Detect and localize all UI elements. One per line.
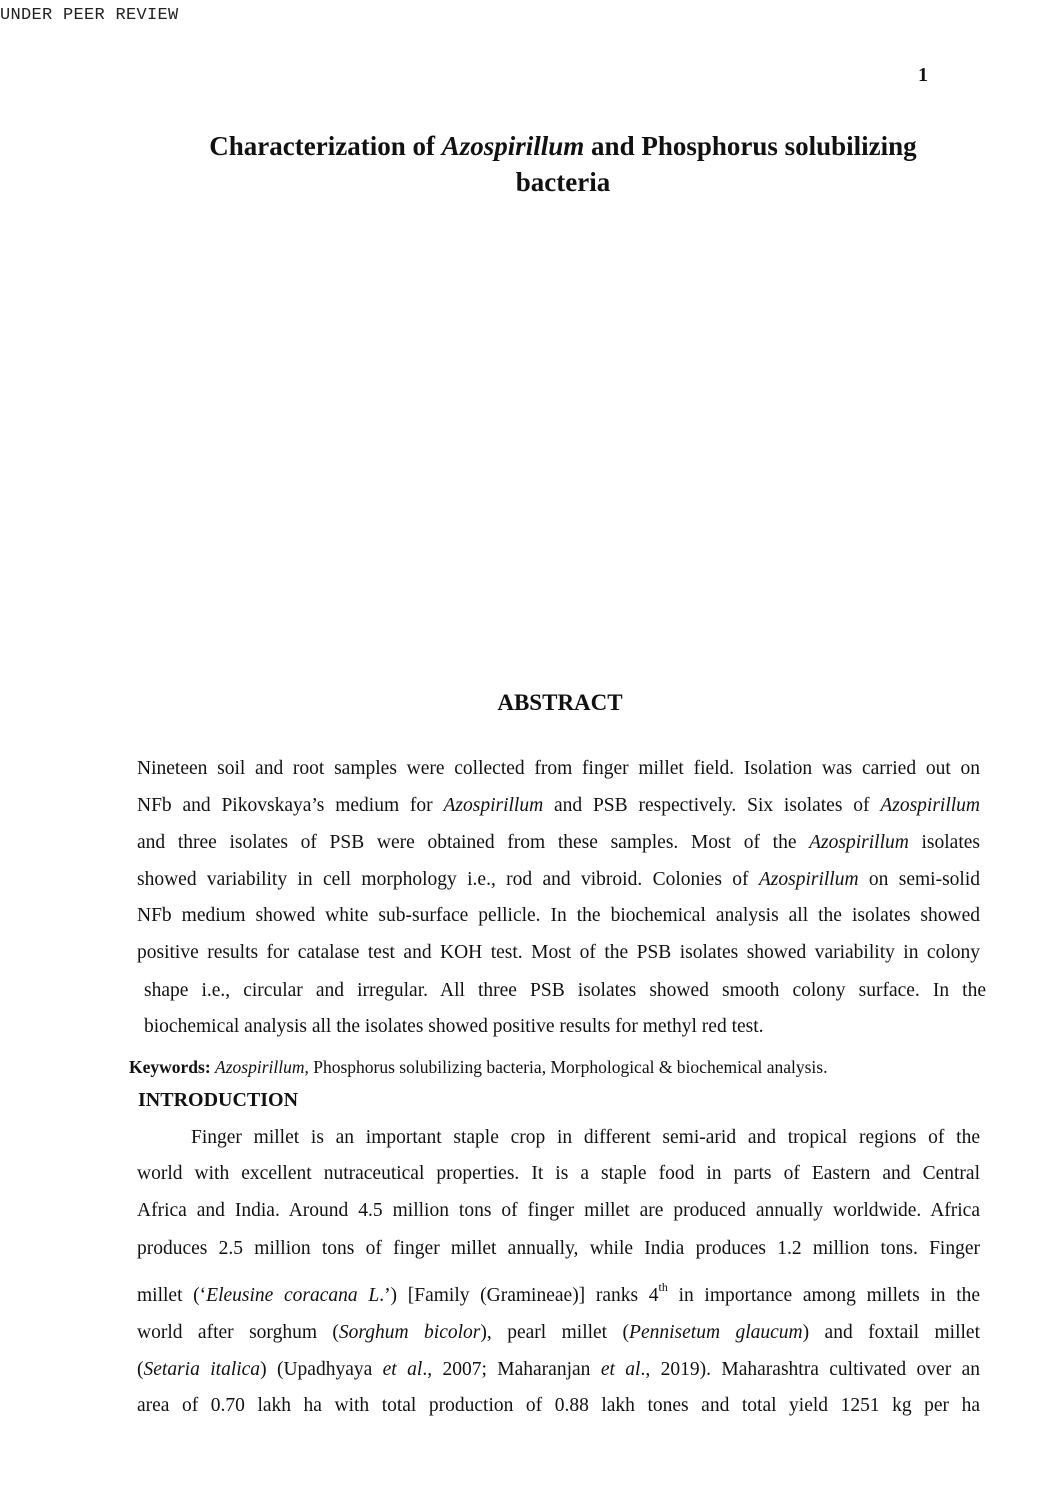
abstract-heading: ABSTRACT xyxy=(497,690,623,715)
introduction-line xyxy=(137,1162,980,1186)
text-run: biochemical analysis all the isolates showed positive results for methyl red test. xyxy=(144,1016,764,1037)
text-run: shape i.e., circular and irregular. All three PSB isolates showed smooth colony surface. In the xyxy=(144,980,986,1001)
introduction-heading: INTRODUCTION xyxy=(138,1089,299,1111)
title-line-1 xyxy=(140,128,986,164)
italic-term: Azospirillum xyxy=(443,795,544,816)
text-run: on semi-solid xyxy=(858,869,980,890)
keywords-text: , Phosphorus solubilizing bacteria, Morphological & biochemical analysis. xyxy=(304,1057,828,1077)
text-run: showed variability in cell morphology i.e., rod and vibroid. Colonies of xyxy=(137,869,759,890)
abstract-line xyxy=(137,831,980,855)
italic-term: et al xyxy=(382,1359,423,1380)
abstract-line xyxy=(137,794,980,818)
abstract-line xyxy=(144,979,986,1003)
text-run: millet (‘ xyxy=(137,1285,207,1306)
text-run: .’) [Family (Gramineae)] ranks 4 xyxy=(379,1285,659,1306)
text-run: and PSB respectively. Six isolates of xyxy=(543,795,881,816)
text-run: and three isolates of PSB were obtained from these samples. Most of the xyxy=(137,832,810,853)
superscript: th xyxy=(658,1280,668,1294)
italic-term: Setaria italica xyxy=(143,1359,261,1380)
title-text: Characterization of xyxy=(209,131,442,161)
italic-term: et al xyxy=(600,1359,641,1380)
italic-term: Azospirillum xyxy=(880,795,980,816)
keywords-line xyxy=(129,1057,827,1078)
text-run: produces 2.5 million tons of finger millet annually, while India produces 1.2 million tons. Finger xyxy=(137,1238,980,1259)
text-run: Africa and India. Around 4.5 million tons of finger millet are produced annually worldwide. Africa xyxy=(137,1200,980,1221)
text-run: isolates xyxy=(908,832,980,853)
introduction-line xyxy=(137,1394,980,1418)
introduction-line xyxy=(137,1237,980,1261)
abstract-line xyxy=(137,904,980,928)
text-run: in importance among millets in the xyxy=(667,1285,981,1306)
text-run: positive results for catalase test and KOH test. Most of the PSB isolates showed variability in colony xyxy=(137,942,980,963)
introduction-line xyxy=(137,1358,980,1382)
text-run: ( xyxy=(137,1359,144,1380)
abstract-line xyxy=(144,1015,764,1039)
text-run: area of 0.70 lakh ha with total production of 0.88 lakh tones and total yield 1251 kg per ha xyxy=(137,1395,980,1416)
abstract-line xyxy=(137,868,980,892)
text-run: NFb and Pikovskaya’s medium for xyxy=(137,795,444,816)
italic-term: Eleusine coracana L xyxy=(206,1285,380,1306)
introduction-line xyxy=(137,1199,980,1223)
text-run: world after sorghum ( xyxy=(137,1322,339,1343)
text-run: ), pearl millet ( xyxy=(480,1322,630,1343)
keywords-label: Keywords: xyxy=(129,1057,211,1077)
text-run: ., 2007; Maharanjan xyxy=(422,1359,601,1380)
text-run: NFb medium showed white sub-surface pellicle. In the biochemical analysis all the isolates showed xyxy=(137,905,980,926)
italic-term: Pennisetum glaucum xyxy=(629,1322,803,1343)
abstract-line xyxy=(137,757,980,781)
italic-term: Azospirillum xyxy=(809,832,909,853)
introduction-line xyxy=(137,1280,981,1308)
page-number: 1 xyxy=(918,64,928,86)
text-run: ., 2019). Maharashtra cultivated over an xyxy=(640,1359,980,1380)
watermark-text: UNDER PEER REVIEW xyxy=(0,6,179,25)
title-genus: Azospirillum xyxy=(441,131,585,161)
abstract-line xyxy=(137,941,980,965)
text-run: ) (Upadhyaya xyxy=(260,1359,383,1380)
introduction-line xyxy=(137,1321,980,1345)
title-line-2: bacteria xyxy=(515,167,611,197)
introduction-line xyxy=(191,1126,980,1150)
text-run: Finger millet is an important staple crop in different semi-arid and tropical regions of the xyxy=(191,1127,980,1148)
text-run: ) and foxtail millet xyxy=(802,1322,980,1343)
italic-term: Azospirillum xyxy=(758,869,859,890)
paper-title xyxy=(140,128,986,200)
text-run: world with excellent nutraceutical properties. It is a staple food in parts of Eastern and Central xyxy=(137,1163,980,1184)
text-run: Nineteen soil and root samples were collected from finger millet field. Isolation was carried out on xyxy=(137,758,980,779)
italic-term: Sorghum bicolor xyxy=(338,1322,481,1343)
keywords-genus: Azospirillum xyxy=(215,1057,305,1077)
title-text: and Phosphorus solubilizing xyxy=(584,131,917,161)
